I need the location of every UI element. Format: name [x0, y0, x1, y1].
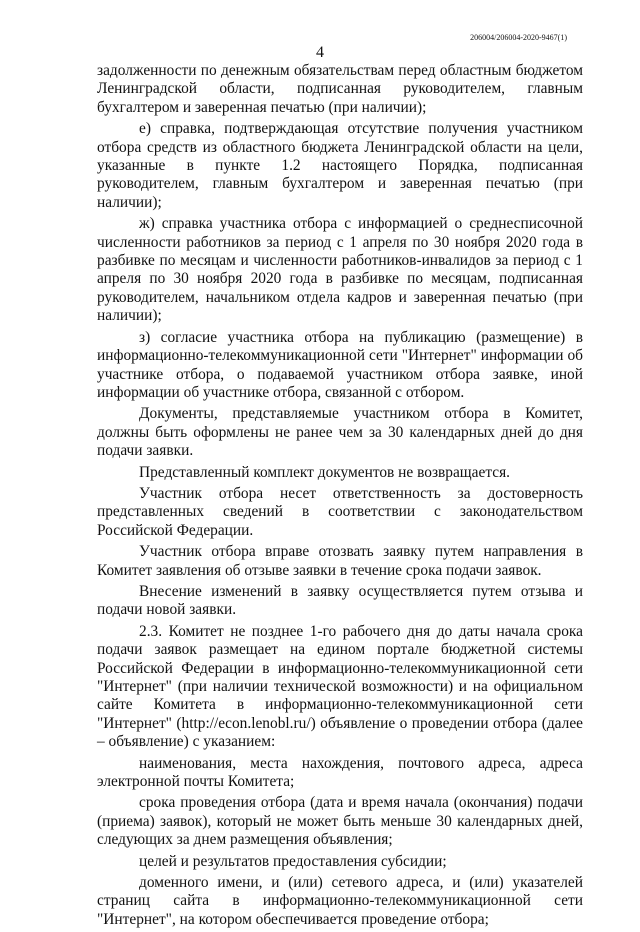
paragraph-term: срока проведения отбора (дата и время начала (окончания) подачи (приема) заявок), который не может быть меньше 30 календарных дней, следующих за днем размещения объявления;	[97, 794, 583, 849]
paragraph-documents: Документы, представляемые участником отбора в Комитет, должны быть оформлены не ранее чем за 30 календарных дней до дня подачи заявки.	[97, 405, 583, 460]
paragraph-domain: доменного имени, и (или) сетевого адреса, и (или) указателей страниц сайта в информационно-телекоммуникационной сети "Интернет", на котором обеспечивается проведение отбора;	[97, 874, 583, 928]
paragraph-2-3: 2.3. Комитет не позднее 1-го рабочего дня до даты начала срока подачи заявок размещает на едином портале бюджетной системы Российской Федерации в информационно-телекоммуникационной сети "Интернет" (при наличии технической возможности) и на официальном сайте Комитета в информационно-телекоммуникационной сети "Интернет" (http://econ.lenobl.ru/) объявление о проведении отбора (далее – объявление) с указанием:	[97, 622, 583, 751]
paragraph-goals: целей и результатов предоставления субсидии;	[139, 852, 447, 870]
paragraph-names: наименования, места нахождения, почтового адреса, адреса электронной почты Комитета;	[97, 754, 583, 791]
paragraph-not-returned: Представленный комплект документов не возвращается.	[139, 463, 510, 481]
page-number: 4	[316, 44, 324, 61]
document-body	[97, 62, 583, 932]
paragraph-changes: Внесение изменений в заявку осуществляется путем отзыва и подачи новой заявки.	[97, 582, 583, 619]
paragraph-item-z: з) согласие участника отбора на публикацию (размещение) в информационно-телекоммуникационной сети "Интернет" информации об участнике отбора, о подаваемой участником отбора заявке, иной информации об участнике отбора, связанной с отбором.	[97, 328, 583, 401]
paragraph-continuation: задолженности по денежным обязательствам перед областным бюджетом Ленинградской области, подписанная руководителем, главным бухгалтером и заверенная печатью (при наличии);	[97, 62, 583, 116]
paragraph-item-e: е) справка, подтверждающая отсутствие получения участником отбора средств из областного бюджета Ленинградской области на цели, указанные в пункте 1.2 настоящего Порядка, подписанная руководителем, главным бухгалтером и заверенная печатью (при наличии);	[97, 120, 583, 211]
paragraph-item-zh: ж) справка участника отбора с информацией о среднесписочной численности работников за период с 1 апреля по 30 ноября 2020 года в разбивке по месяцам и численности работников-инвалидов за период с 1 апреля по 30 ноября 2020 года в разбивке по месяцам, подписанная руководителем, начальником отдела кадров и заверенная печатью (при наличии);	[97, 215, 583, 325]
paragraph-responsibility: Участник отбора несет ответственность за достоверность представленных сведений в соответствии с законодательством Российской Федерации.	[97, 484, 583, 539]
document-id: 206004/206004-2020-9467(1)	[470, 33, 567, 42]
paragraph-withdraw: Участник отбора вправе отозвать заявку путем направления в Комитет заявления об отзыве заявки в течение срока подачи заявок.	[97, 543, 583, 579]
